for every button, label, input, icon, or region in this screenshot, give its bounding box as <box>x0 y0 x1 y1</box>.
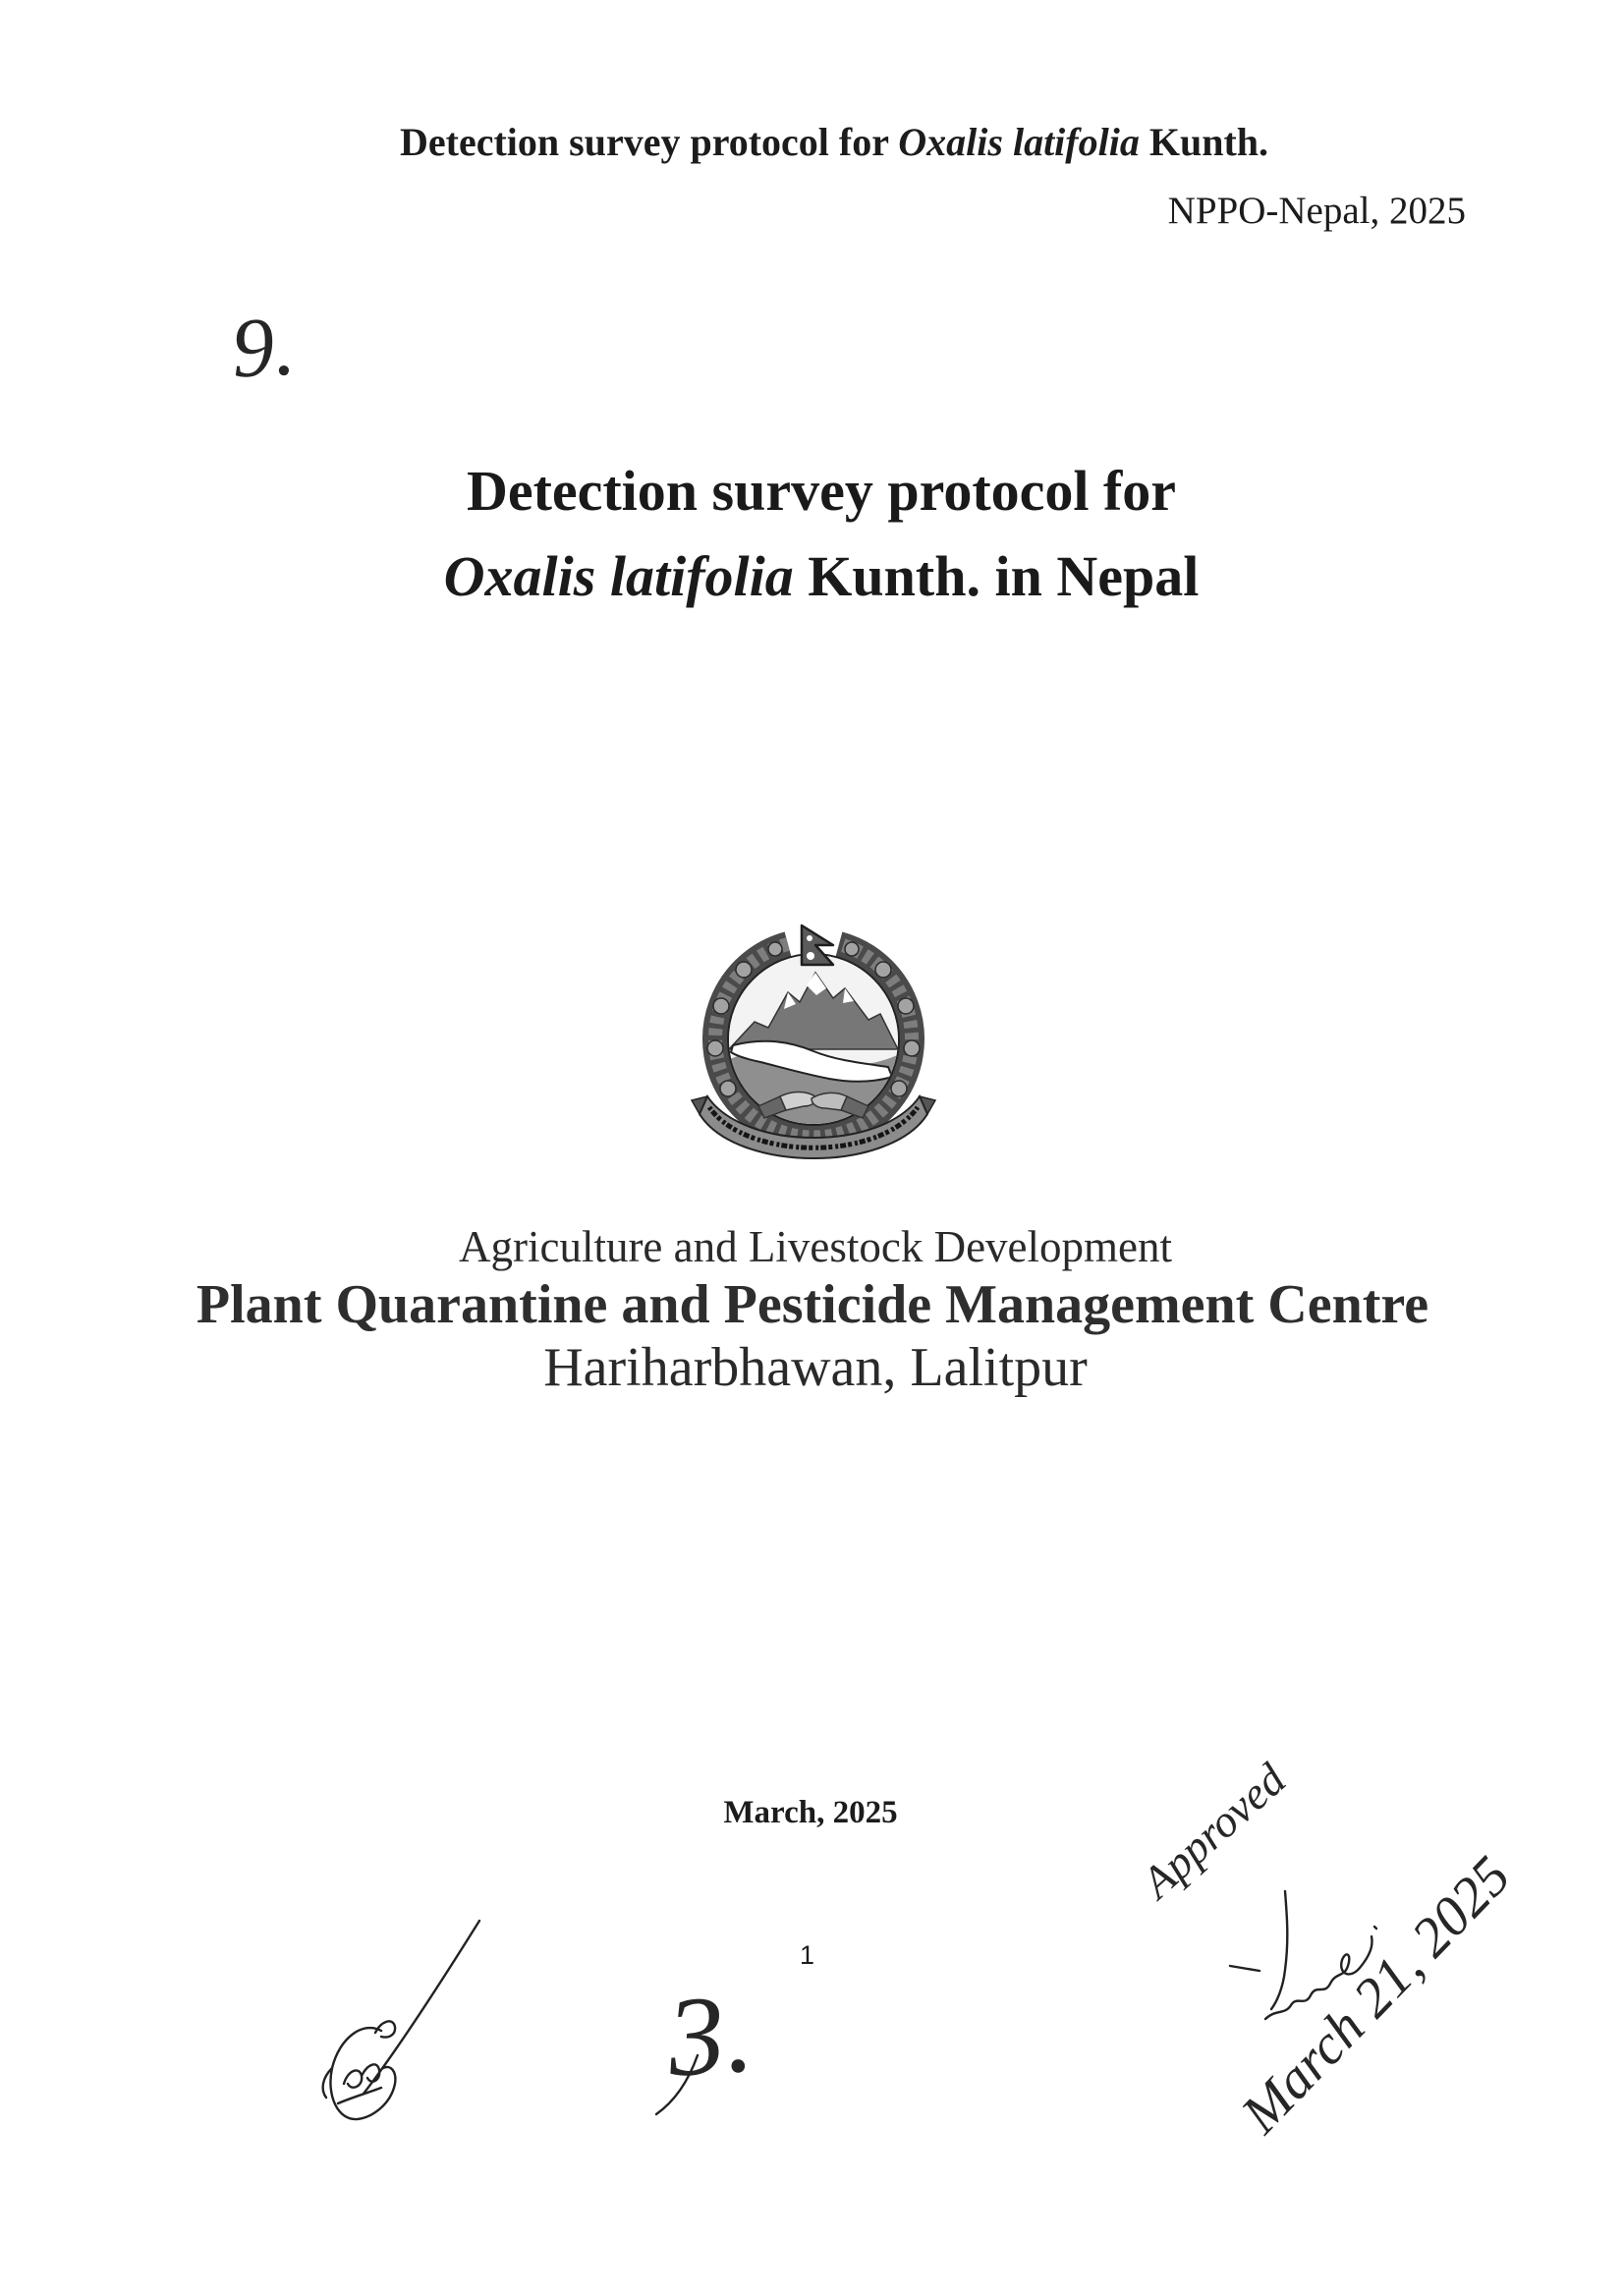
header-species: Oxalis latifolia <box>898 120 1140 164</box>
handwritten-file-mark: 9. <box>229 298 298 396</box>
wreath-flower <box>891 1081 907 1096</box>
header-suffix: Kunth. <box>1148 120 1269 164</box>
centre-name: Plant Quarantine and Pesticide Management Centre <box>196 1274 1429 1335</box>
signature-stroke <box>1271 1891 1287 2009</box>
publication-date: March, 2025 <box>723 1795 898 1830</box>
header-issuer: NPPO-Nepal, 2025 <box>1167 190 1466 232</box>
coat-of-arms-icon <box>686 924 941 1169</box>
signature-stroke <box>375 2021 395 2037</box>
title-species: Oxalis latifolia <box>443 544 794 608</box>
wreath-flower <box>904 1040 920 1056</box>
page-title-line-2 <box>443 544 1200 608</box>
wreath-flower <box>713 998 729 1014</box>
wreath-flower <box>875 962 891 978</box>
wreath-flower <box>707 1040 723 1056</box>
initials-flourish <box>648 2044 717 2122</box>
wreath-flower <box>845 942 859 956</box>
handwritten-initials-mark: 3. <box>663 1970 757 2100</box>
title-line-2-rest: Kunth. in Nepal <box>808 544 1200 608</box>
page-title-line-1: Detection survey protocol for <box>466 459 1177 523</box>
signature-stroke <box>364 1921 479 2094</box>
signature-stroke <box>338 2064 381 2103</box>
handwritten-approval-note: Approved <box>1132 1754 1295 1908</box>
running-header <box>399 120 1269 164</box>
signature-stroke <box>1230 1966 1260 1971</box>
signature-stroke <box>1374 1927 1376 1929</box>
header-prefix: Detection survey protocol for <box>399 120 889 164</box>
wreath-flower <box>720 1081 736 1096</box>
flourish-stroke <box>656 2055 698 2114</box>
centre-location: Hariharbhawan, Lalitpur <box>543 1337 1088 1398</box>
wreath-flower <box>736 962 752 978</box>
signature <box>312 1911 494 2132</box>
page-number: 1 <box>800 1940 815 1970</box>
handwritten-approval-date: March 21, 2025 <box>1229 1844 1523 2146</box>
flag-icon <box>802 925 833 965</box>
wreath-flower <box>768 942 782 956</box>
ministry-line: Agriculture and Livestock Development <box>458 1222 1173 1271</box>
wreath-flower <box>898 998 914 1014</box>
